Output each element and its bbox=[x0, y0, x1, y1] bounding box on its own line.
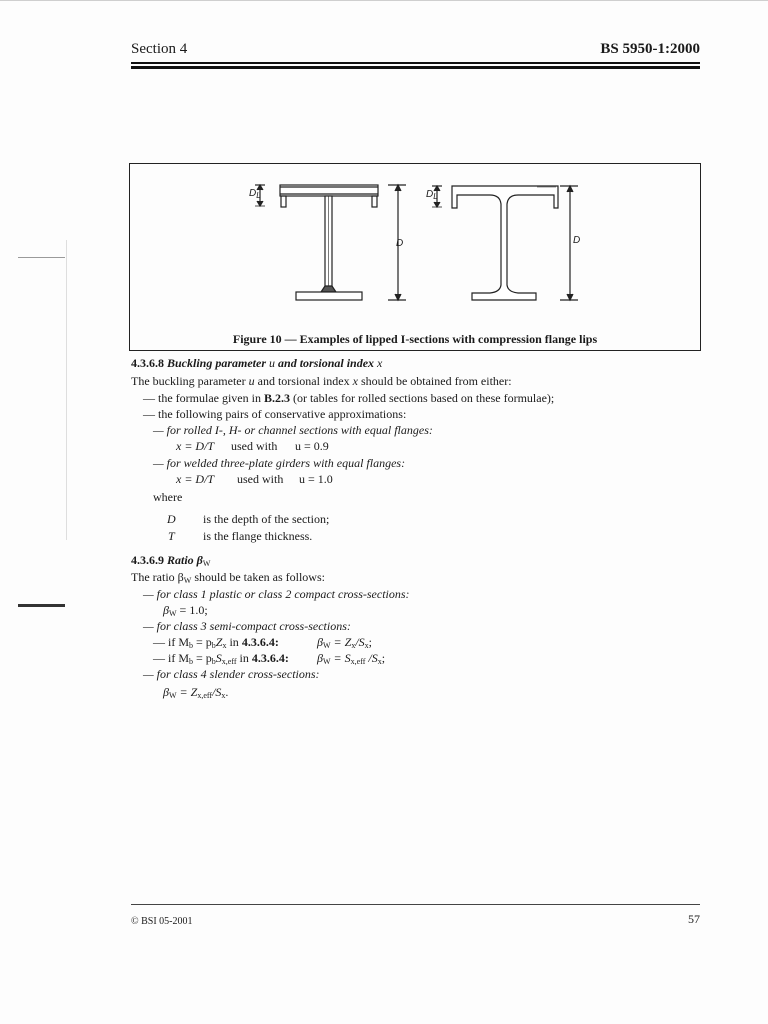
lipped-i-section-welded bbox=[280, 185, 378, 300]
class-1-2-value: $\beta_W = 1.0$; bbox=[163, 603, 208, 618]
figure-lipped-sections-drawing bbox=[130, 164, 700, 350]
figure-caption: Figure 10 — Examples of lipped I-sections with compression flange lips bbox=[232, 332, 598, 346]
clause-4-3-6-9-heading: 4.3.6.9 Ratio $\beta_W$ bbox=[131, 553, 211, 568]
clause-4-3-6-8-heading: 4.3.6.8 Buckling parameter u and torsional index x bbox=[131, 356, 383, 370]
scan-edge-line bbox=[66, 240, 67, 540]
class-3-case-b: — if $M_b = p_bS_{x,eff}$ in 4.3.6.4: bbox=[153, 651, 289, 666]
footer-rule bbox=[131, 904, 700, 905]
where-label: where bbox=[153, 490, 183, 504]
clause-4-3-6-9-intro: The ratio $\beta_W$ should be taken as follows: bbox=[131, 570, 325, 585]
formula-2-used-with: used with bbox=[237, 472, 284, 486]
depth-label-2: D bbox=[573, 235, 581, 246]
class-1-2-condition: — for class 1 plastic or class 2 compact cross-sections: bbox=[143, 587, 410, 601]
depth-label-1: D bbox=[396, 238, 404, 249]
symbol-T: T bbox=[168, 529, 175, 543]
formula-1-x: x = D/T bbox=[176, 439, 215, 453]
lipped-i-section-rolled bbox=[452, 186, 558, 300]
page-number: 57 bbox=[688, 912, 700, 926]
lip-label-2: $D_L$ bbox=[426, 189, 438, 201]
rolled-sections-condition: — for rolled I-, H- or channel sections with equal flanges: bbox=[153, 423, 433, 437]
clause-4-3-6-8-item-2: — the following pairs of conservative approximations: bbox=[143, 407, 407, 421]
welded-girders-condition: — for welded three-plate girders with equal flanges: bbox=[153, 456, 406, 470]
definition-D: is the depth of the section; bbox=[203, 512, 330, 526]
header-standard: BS 5950-1:2000 bbox=[600, 41, 700, 57]
lip-label-1: $D_L$ bbox=[249, 188, 261, 200]
formula-1-used-with: used with bbox=[231, 439, 278, 453]
scan-margin-mark bbox=[18, 257, 65, 258]
formula-2-u: u = 1.0 bbox=[299, 472, 333, 486]
definition-T: is the flange thickness. bbox=[203, 529, 313, 543]
scan-margin-mark-bold bbox=[18, 604, 65, 607]
page-top-edge bbox=[0, 0, 768, 1]
class-3-case-a-result: $\beta_W = Z_x/S_x$; bbox=[317, 635, 373, 650]
footer-copyright: © BSI 05-2001 bbox=[131, 916, 193, 927]
formula-1-u: u = 0.9 bbox=[295, 439, 329, 453]
header-rule bbox=[131, 62, 700, 64]
header-rule-thick bbox=[131, 66, 700, 69]
class-3-condition: — for class 3 semi-compact cross-sections: bbox=[143, 619, 351, 633]
figure-10 bbox=[129, 163, 701, 351]
class-3-case-a: — if $M_b = p_bZ_x$ in 4.3.6.4: bbox=[153, 635, 279, 650]
header-section: Section 4 bbox=[131, 41, 188, 57]
class-4-condition: — for class 4 slender cross-sections: bbox=[143, 667, 320, 681]
clause-4-3-6-8-intro: The buckling parameter u and torsional index x should be obtained from either: bbox=[131, 374, 512, 388]
clause-4-3-6-8-item-1: — the formulae given in B.2.3 (or tables for rolled sections based on these formulae); bbox=[143, 391, 555, 405]
class-3-case-b-result: $\beta_W = S_{x,eff}$ $/S_x$; bbox=[317, 651, 386, 666]
class-4-value: $\beta_W = Z_{x,eff}/S_x$. bbox=[163, 685, 229, 700]
symbol-D: D bbox=[167, 512, 176, 526]
formula-2-x: x = D/T bbox=[176, 472, 215, 486]
